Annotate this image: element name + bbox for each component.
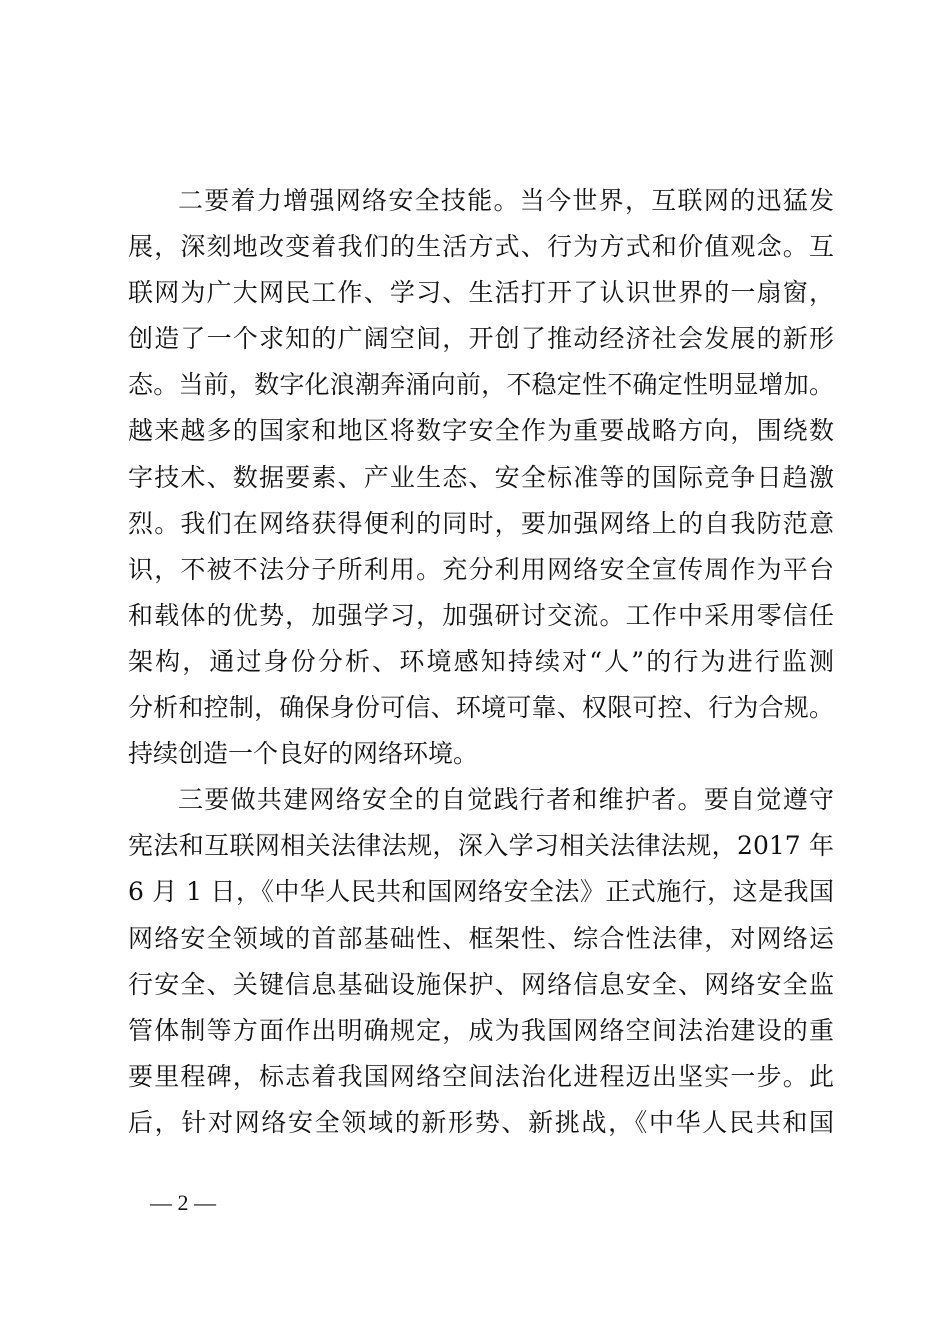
text-line: 烈。我们在网络获得便利的同时，要加强网络上的自我防范意: [128, 508, 834, 538]
text-line: 二要着力增强网络安全技能。当今世界，互联网的迅猛发: [178, 186, 834, 215]
text-line: 展，深刻地改变着我们的生活方式、行为方式和价值观念。互: [128, 232, 834, 262]
text-line: 宪法和互联网相关法律法规，深入学习相关法律法规，2017 年: [128, 831, 834, 861]
text-line: 识，不被不法分子所利用。充分利用网络安全宣传周作为平台: [128, 554, 834, 584]
text-line: 创造了一个求知的广阔空间，开创了推动经济社会发展的新形: [128, 324, 834, 354]
text-line: 管体制等方面作出明确规定，成为我国网络空间法治建设的重: [128, 1015, 834, 1045]
text-line: 三要做共建网络安全的自觉践行者和维护者。要自觉遵守: [178, 785, 834, 815]
text-line: 字技术、数据要素、产业生态、安全标准等的国际竞争日趋激: [128, 462, 834, 492]
text-line: 行安全、关键信息基础设施保护、网络信息安全、网络安全监: [128, 969, 834, 999]
text-line: 架构，通过身份分析、环境感知持续对“人”的行为进行监测: [128, 646, 834, 676]
text-line: 越来越多的国家和地区将数字安全作为重要战略方向，围绕数: [128, 416, 834, 446]
page-number: — 2 —: [150, 1190, 216, 1215]
text-line: 联网为广大网民工作、学习、生活打开了认识世界的一扇窗，: [128, 278, 834, 308]
text-line: 持续创造一个良好的网络环境。: [128, 739, 479, 769]
text-line: 后，针对网络安全领域的新形势、新挑战，《中华人民共和国: [128, 1107, 834, 1137]
paragraph: [128, 777, 834, 1146]
text-line: 和载体的优势，加强学习，加强研讨交流。工作中采用零信任: [128, 600, 834, 630]
paragraph: [128, 178, 834, 777]
text-line: 分析和控制，确保身份可信、环境可靠、权限可控、行为合规。: [128, 693, 834, 723]
document-body: [128, 178, 834, 1146]
text-line: 态。当前，数字化浪潮奔涌向前，不稳定性不确定性明显增加。: [128, 370, 834, 400]
text-line: 6 月 1 日，《中华人民共和国网络安全法》正式施行，这是我国: [128, 877, 834, 907]
text-line: 要里程碑，标志着我国网络空间法治化进程迈出坚实一步。此: [128, 1061, 834, 1091]
text-line: 网络安全领域的首部基础性、框架性、综合性法律，对网络运: [128, 923, 834, 953]
